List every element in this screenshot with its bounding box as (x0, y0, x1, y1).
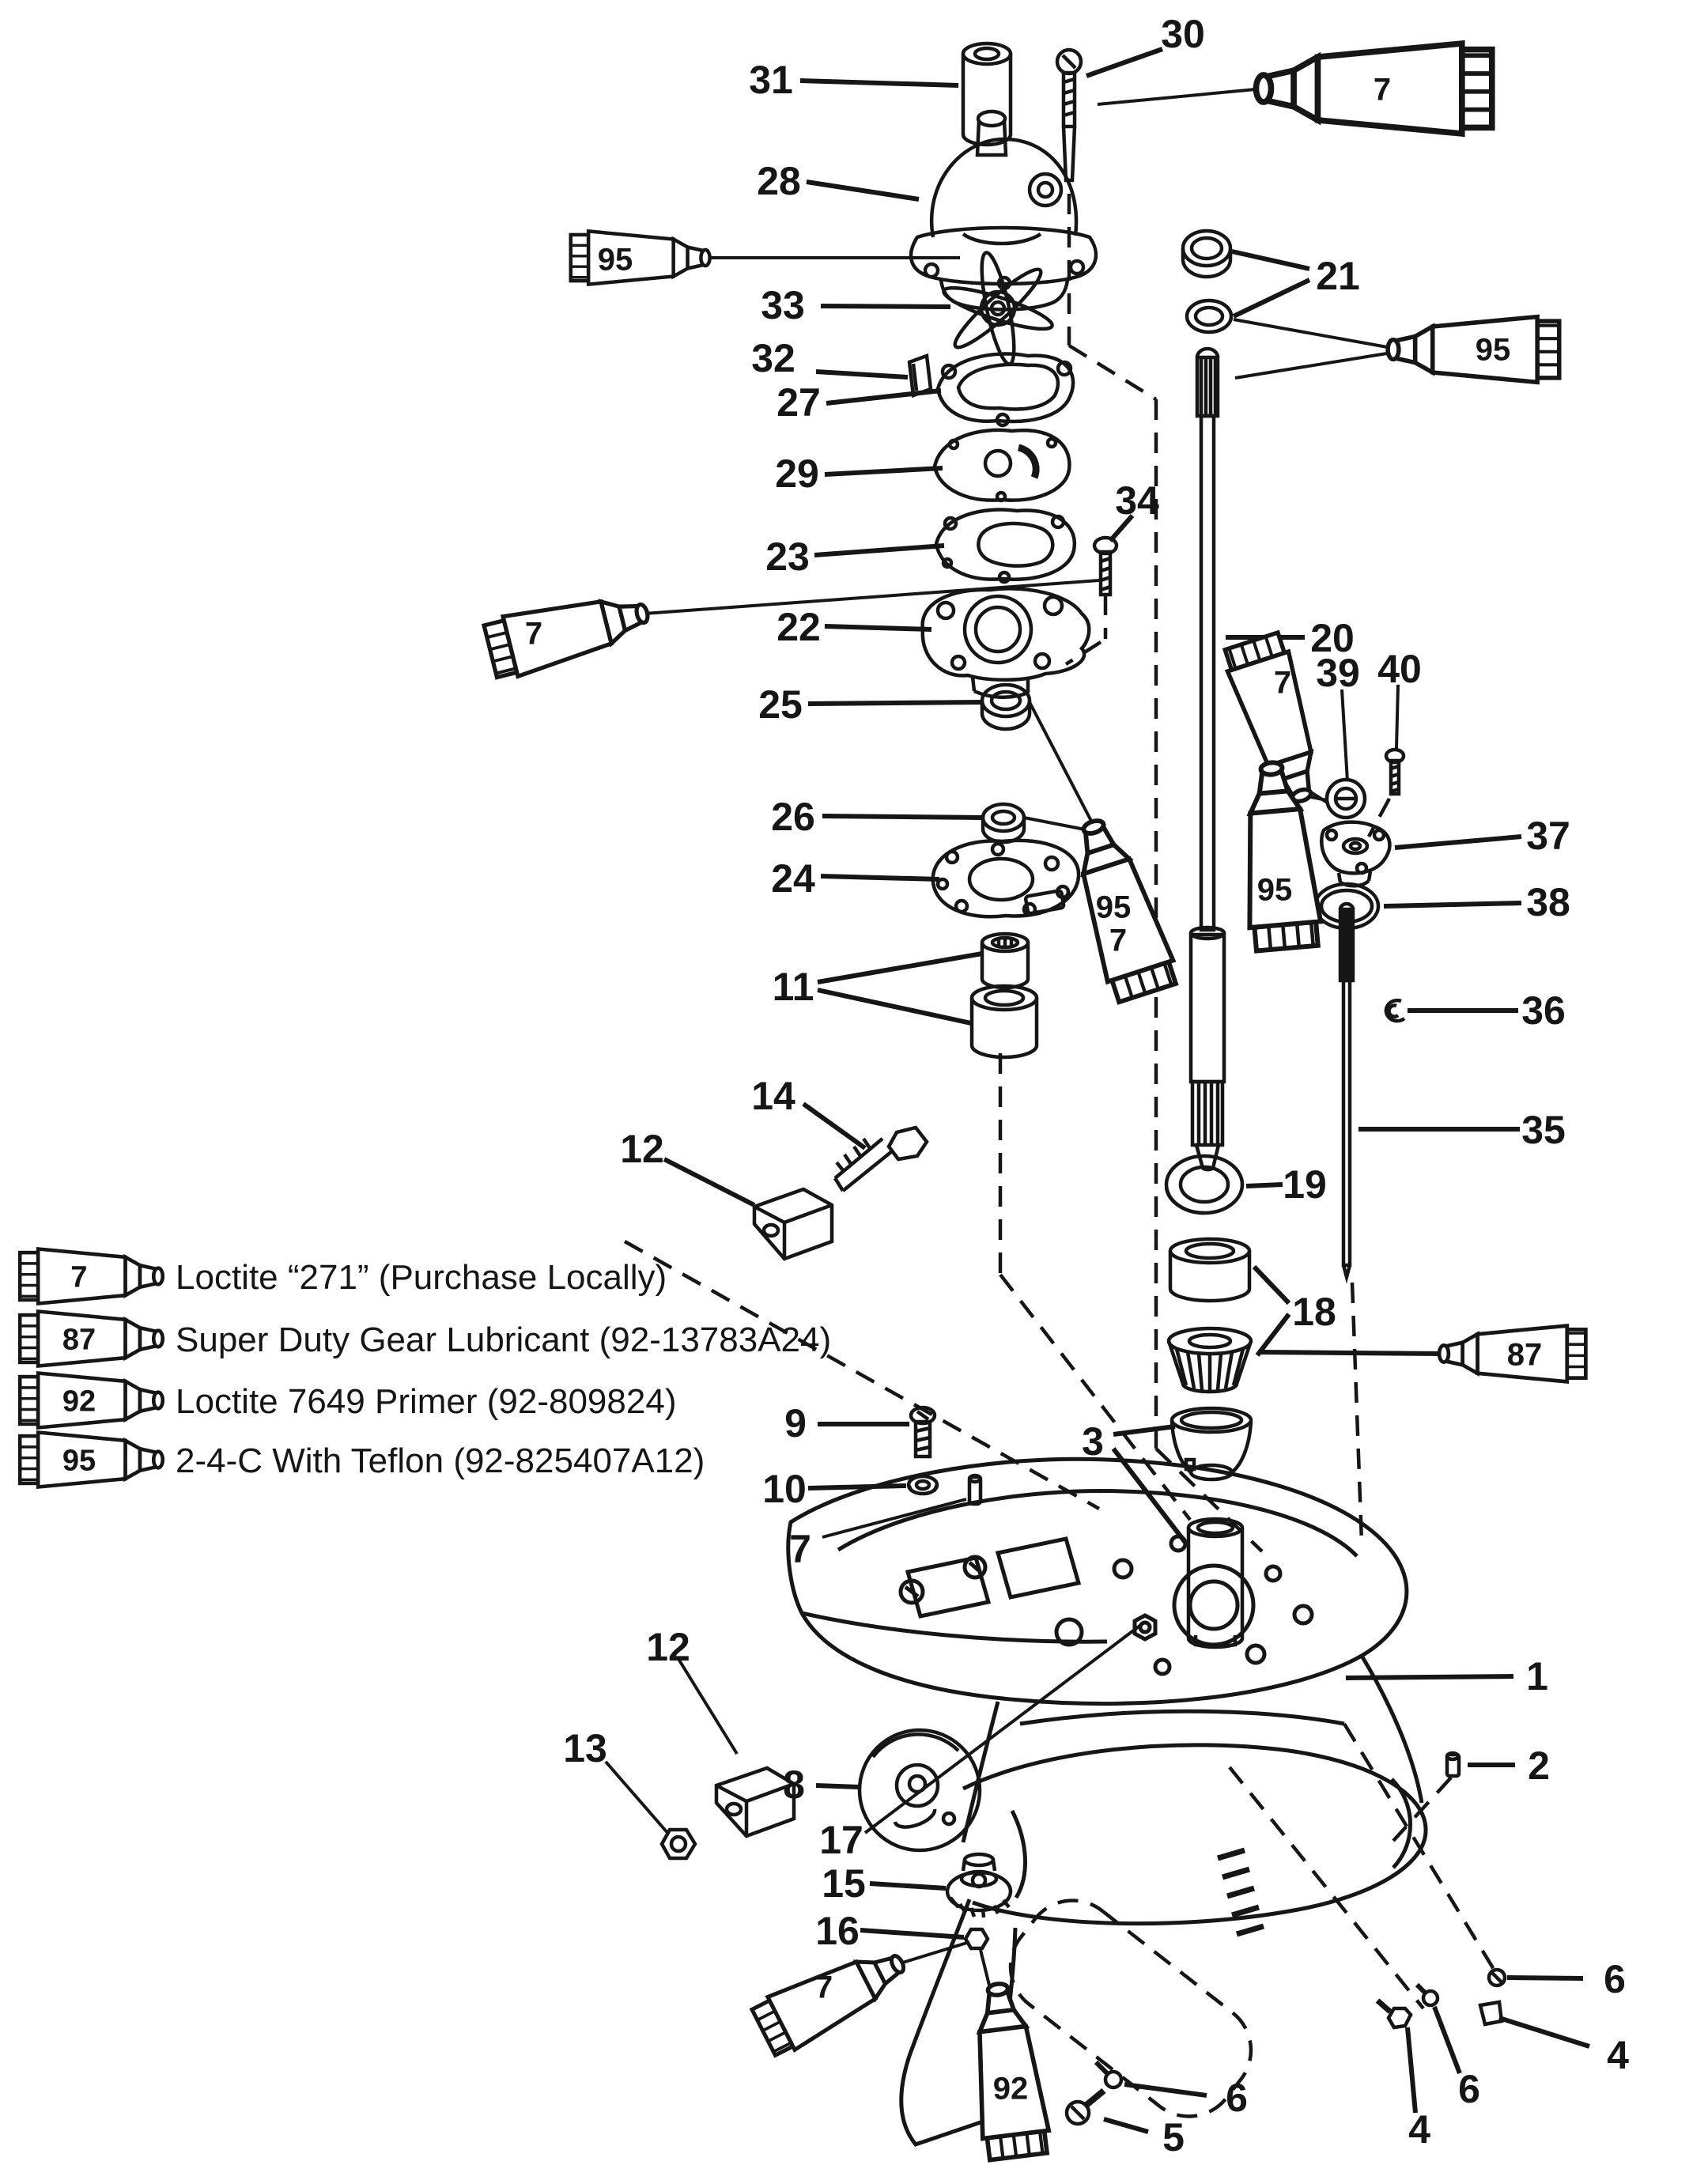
callout-3: 3 (1082, 1419, 1104, 1464)
strut-front-edge (963, 1702, 998, 1842)
part-40-screw (1386, 750, 1404, 794)
part-19-o-ring (1166, 1156, 1242, 1213)
part-20-driveshaft (1191, 349, 1224, 1169)
callout-16: 16 (815, 1909, 860, 1953)
part-4-screw-b (1377, 2001, 1411, 2027)
part-35-shift-shaft (1340, 904, 1353, 1277)
callout-24: 24 (771, 856, 815, 901)
callout-39: 39 (1316, 651, 1360, 695)
callout-2: 2 (1528, 1744, 1550, 1788)
tube-label-7-mid: 7 (1109, 923, 1128, 958)
part-34-screw (1094, 538, 1117, 595)
callout-34: 34 (1115, 478, 1159, 523)
tube-label-87: 87 (1506, 1337, 1543, 1373)
part-5-screw (1067, 2091, 1104, 2124)
callout-10: 10 (762, 1467, 807, 1511)
part-25-seal (982, 685, 1030, 729)
callout-21: 21 (1316, 254, 1360, 298)
gear-housing (788, 1459, 1426, 2144)
tube-label-95-right-mid: 95 (1256, 872, 1293, 908)
callout-29: 29 (775, 452, 819, 496)
tube-label-95-right-top: 95 (1475, 332, 1511, 368)
lubricant-tubes (483, 43, 1586, 2160)
tube-95-upper-left (571, 231, 710, 284)
part-39-bushing (1327, 780, 1365, 818)
callout-33: 33 (761, 283, 805, 327)
callout-20: 20 (1310, 616, 1355, 660)
torpedo (963, 1745, 1426, 1924)
part-22-pump-base (923, 588, 1090, 697)
callout-32: 32 (751, 336, 795, 380)
callout-1: 1 (1526, 1654, 1548, 1698)
part-2-pin (1447, 1753, 1459, 1776)
callout-25: 25 (758, 682, 803, 727)
part-30-screw (1057, 50, 1081, 180)
legend-text-92: Loctite 7649 Primer (92-809824) (176, 1381, 677, 1421)
part-6-screw-a (1489, 1970, 1505, 1986)
part-29-wear-plate (935, 430, 1069, 501)
callout-15: 15 (822, 1861, 866, 1906)
callout-28: 28 (757, 159, 801, 203)
legend-text-7: Loctite “271” (Purchase Locally) (176, 1257, 667, 1297)
callout-12: 12 (646, 1625, 690, 1669)
callout-6: 6 (1458, 2067, 1480, 2111)
callout-30: 30 (1161, 12, 1205, 56)
callout-27: 27 (777, 380, 821, 425)
legend-code-92: 92 (62, 1385, 96, 1419)
anti-ventilation-plate (788, 1459, 1407, 1703)
part-37-cam-plate (1321, 822, 1389, 886)
tube-label-92: 92 (992, 2071, 1029, 2106)
callout-6: 6 (1226, 2076, 1248, 2120)
tube-label-7-top: 7 (1373, 72, 1392, 108)
part-27-gasket (938, 353, 1073, 425)
callout-13: 13 (563, 1726, 607, 1770)
tube-label-7-cam: 7 (1273, 665, 1292, 701)
tube-label-95-upper-left: 95 (597, 242, 633, 278)
tube-label-7-left: 7 (524, 616, 543, 652)
part-21-seals (1183, 231, 1231, 332)
tube-7-left (483, 583, 655, 682)
legend-code-95: 95 (62, 1444, 96, 1478)
tube-95-right-top (1388, 317, 1559, 383)
callout-5: 5 (1162, 2115, 1185, 2159)
part-16-nut (965, 1929, 988, 1948)
callout-14: 14 (751, 1074, 795, 1118)
callout-17: 17 (819, 1818, 863, 1862)
tube-label-95-mid: 95 (1095, 890, 1132, 925)
part-23-gasket (936, 510, 1075, 582)
part-15-pinion-gear (947, 1854, 1011, 1918)
part-26-seal (983, 804, 1024, 842)
part-18-bearing-set (1169, 1239, 1251, 1392)
legend-text-95: 2-4-C With Teflon (92-825407A12) (176, 1441, 705, 1480)
callout-31: 31 (749, 58, 793, 102)
callout-35: 35 (1521, 1108, 1566, 1152)
part-32-impeller-key (909, 356, 931, 395)
callout-9: 9 (784, 1401, 807, 1445)
callout-26: 26 (771, 795, 815, 839)
part-36-clip (1386, 1000, 1404, 1021)
callout-12: 12 (620, 1127, 664, 1171)
callout-6: 6 (1604, 1957, 1626, 2001)
tube-label-7-bottom: 7 (814, 1970, 833, 2005)
part-10-washer (909, 1476, 937, 1494)
callout-36: 36 (1521, 988, 1566, 1033)
legend-code-7: 7 (70, 1260, 88, 1294)
part-4-plug-a (1480, 2002, 1502, 2024)
part-24-gasket (933, 841, 1079, 916)
lubricant-legend (20, 1249, 831, 1487)
legend-tube-7 (20, 1249, 163, 1304)
callout-18: 18 (1292, 1290, 1336, 1334)
callout-4: 4 (1408, 2107, 1430, 2152)
callout-40: 40 (1377, 647, 1422, 691)
callout-38: 38 (1526, 880, 1570, 924)
callout-37: 37 (1526, 814, 1570, 858)
exhaust-port (998, 1539, 1079, 1597)
callout-23: 23 (765, 535, 810, 579)
callout-22: 22 (777, 605, 821, 649)
callout-4: 4 (1607, 2033, 1629, 2077)
tube-7-bottom (750, 1936, 916, 2059)
part-7-pin (969, 1475, 981, 1504)
tube-92-bottom (964, 1980, 1051, 2160)
legend-text-87: Super Duty Gear Lubricant (92-13783A24) (176, 1320, 832, 1359)
callout-19: 19 (1283, 1162, 1327, 1207)
callout-8: 8 (783, 1763, 805, 1807)
callout-11: 11 (772, 965, 814, 1009)
part-12-anode-upper (754, 1189, 832, 1259)
legend-code-87: 87 (62, 1323, 96, 1357)
callout-7: 7 (789, 1527, 811, 1571)
